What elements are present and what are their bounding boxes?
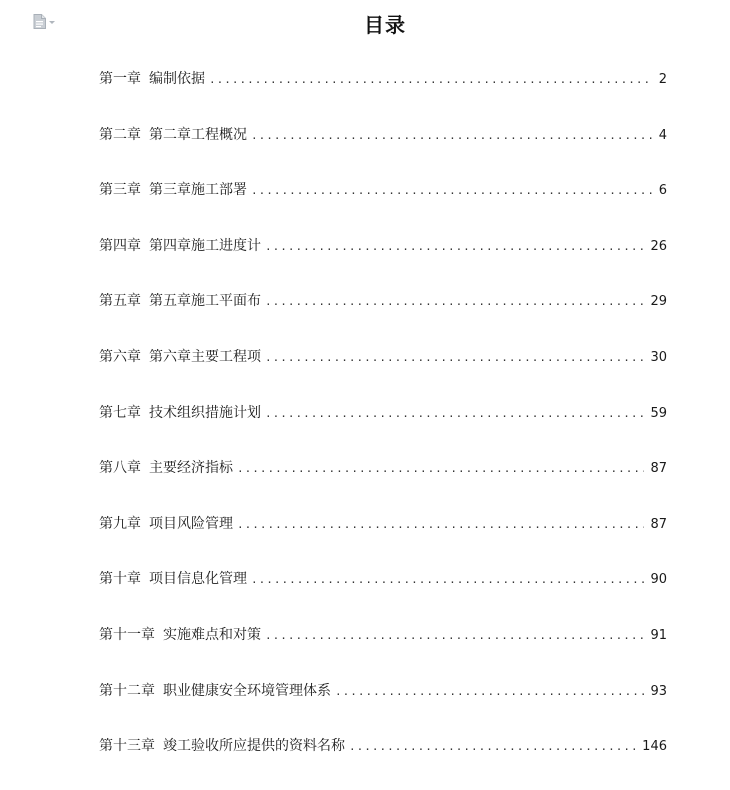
toc-page-number: 29 bbox=[650, 294, 667, 310]
toc-dot-leader bbox=[335, 680, 644, 704]
toc-chapter-number: 第四章 bbox=[99, 237, 141, 254]
toc-page-number: 59 bbox=[650, 405, 667, 421]
toc-entry[interactable] bbox=[99, 512, 667, 568]
toc-page-number: 6 bbox=[658, 183, 667, 199]
toc-dot-leader bbox=[265, 402, 644, 426]
toc-chapter-title: 第四章施工进度计 bbox=[149, 237, 261, 254]
toc-chapter-number: 第二章 bbox=[99, 126, 141, 143]
toc-page-number: 26 bbox=[650, 238, 667, 254]
toc-page-number: 93 bbox=[650, 683, 667, 699]
toc-chapter-title: 第三章施工部署 bbox=[149, 182, 247, 199]
toc-chapter-number: 第十章 bbox=[99, 571, 141, 588]
toc-chapter-number: 第十三章 bbox=[99, 738, 155, 755]
toc-chapter-number: 第八章 bbox=[99, 460, 141, 477]
toc-dot-leader bbox=[251, 124, 653, 148]
toc-chapter-title: 编制依据 bbox=[149, 71, 205, 87]
toc-entry[interactable] bbox=[99, 178, 667, 234]
toc-entry[interactable] bbox=[99, 456, 667, 512]
toc-dot-leader bbox=[265, 624, 644, 648]
toc-entry[interactable] bbox=[99, 234, 667, 290]
toc-chapter-title: 项目风险管理 bbox=[149, 515, 233, 532]
toc-chapter-title: 职业健康安全环境管理体系 bbox=[163, 682, 331, 699]
toc-chapter-number: 第六章 bbox=[99, 348, 141, 365]
toc-dot-leader bbox=[265, 235, 644, 259]
toc-chapter-number: 第三章 bbox=[99, 182, 141, 199]
toc-page-number: 87 bbox=[650, 461, 667, 477]
toc-entry[interactable] bbox=[99, 289, 667, 345]
toc-entry[interactable] bbox=[99, 67, 667, 123]
toc-entry[interactable] bbox=[99, 734, 667, 790]
toc-dot-leader bbox=[209, 68, 653, 92]
toc-chapter-number: 第七章 bbox=[99, 404, 141, 421]
toc-entry[interactable] bbox=[99, 679, 667, 735]
toc-entry[interactable] bbox=[99, 401, 667, 457]
toc-chapter-number: 第五章 bbox=[99, 293, 141, 310]
toc-chapter-title: 竣工验收所应提供的资料名称 bbox=[163, 738, 345, 755]
toc-chapter-number: 第十一章 bbox=[99, 626, 155, 643]
toc-chapter-number: 第一章 bbox=[99, 71, 141, 87]
toc-chapter-title: 主要经济指标 bbox=[149, 460, 233, 477]
toc-dot-leader bbox=[251, 568, 644, 592]
toc-page-number: 146 bbox=[642, 739, 667, 755]
toc-entry[interactable] bbox=[99, 345, 667, 401]
toc-page-number: 87 bbox=[650, 516, 667, 532]
toc-dot-leader bbox=[349, 735, 636, 759]
table-of-contents bbox=[99, 67, 667, 790]
toc-chapter-title: 第二章工程概况 bbox=[149, 126, 247, 143]
toc-page-number: 30 bbox=[650, 349, 667, 365]
toc-dot-leader bbox=[237, 513, 644, 537]
toc-chapter-title: 实施难点和对策 bbox=[163, 626, 261, 643]
toc-page-number: 91 bbox=[650, 627, 667, 643]
toc-dot-leader bbox=[265, 346, 644, 370]
toc-chapter-number: 第九章 bbox=[99, 515, 141, 532]
toc-dot-leader bbox=[251, 179, 653, 203]
toc-page-number: 2 bbox=[658, 72, 667, 87]
toc-chapter-title: 第五章施工平面布 bbox=[149, 293, 261, 310]
toc-entry[interactable] bbox=[99, 567, 667, 623]
toc-chapter-title: 项目信息化管理 bbox=[149, 571, 247, 588]
toc-dot-leader bbox=[237, 457, 644, 481]
page-title: 目录 bbox=[364, 13, 406, 37]
toc-entry[interactable] bbox=[99, 123, 667, 179]
toc-page-number: 4 bbox=[658, 127, 667, 143]
toc-chapter-number: 第十二章 bbox=[99, 682, 155, 699]
toc-chapter-title: 技术组织措施计划 bbox=[149, 404, 261, 421]
toc-dot-leader bbox=[265, 290, 644, 314]
toc-page-number: 90 bbox=[650, 572, 667, 588]
toc-chapter-title: 第六章主要工程项 bbox=[149, 348, 261, 365]
toc-entry[interactable] bbox=[99, 623, 667, 679]
